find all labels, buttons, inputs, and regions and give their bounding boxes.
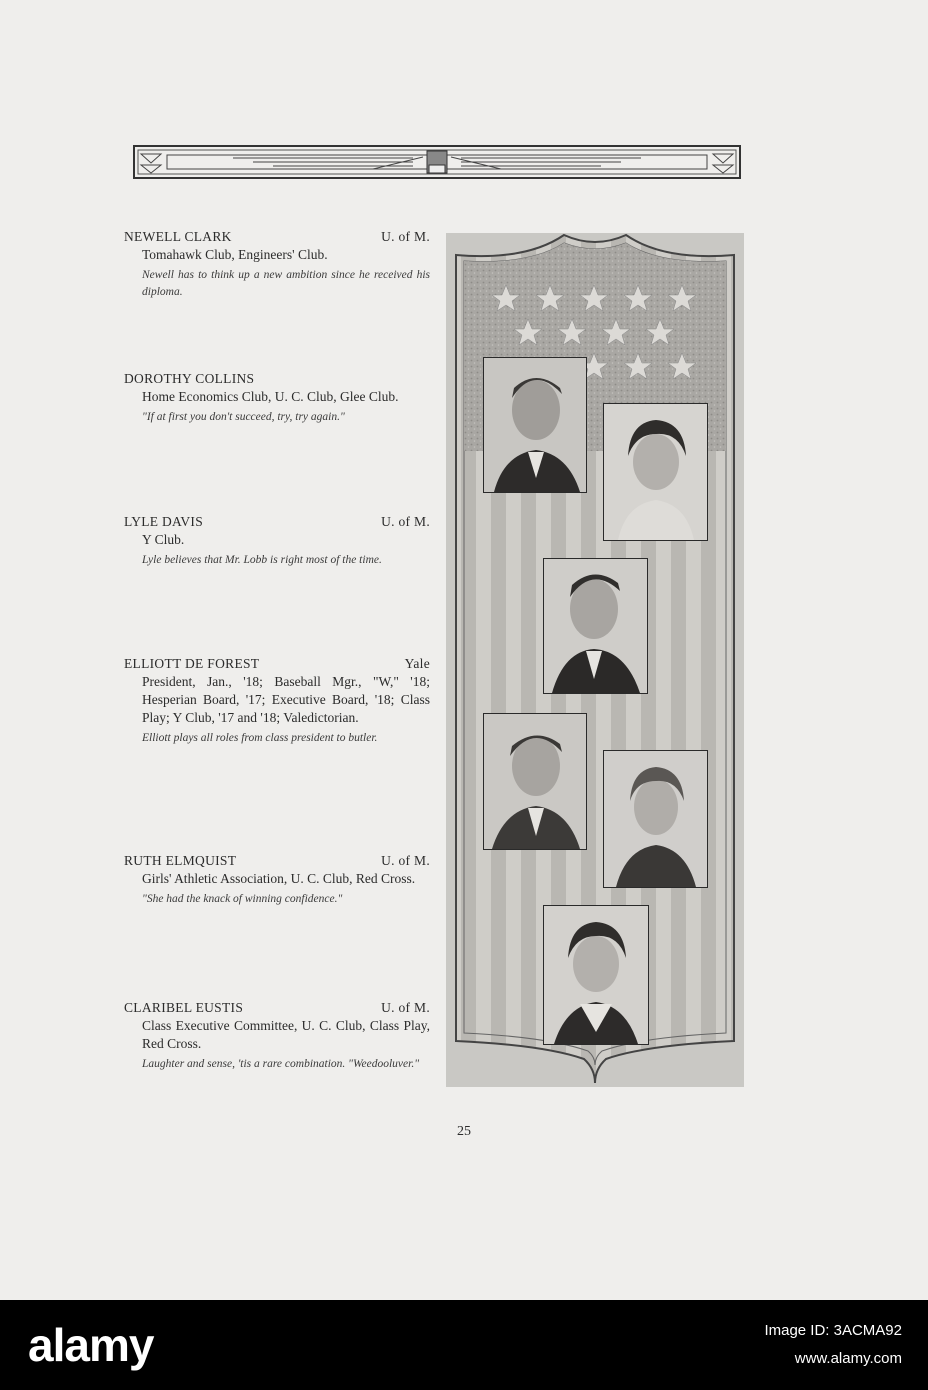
entry-quote: Newell has to think up a new ambition since he received his diploma.: [142, 269, 430, 298]
entry-quote: Lyle believes that Mr. Lobb is right most of the time.: [142, 554, 382, 566]
entry-school: U. of M.: [381, 229, 430, 244]
entry-name: CLARIBEL EUSTIS: [124, 1000, 244, 1015]
entry-dorothy-collins: [124, 370, 430, 426]
portrait-shield-panel: [446, 233, 744, 1087]
entry-newell-clark: [124, 228, 430, 301]
portrait-photo: [483, 713, 587, 850]
entry-ruth-elmquist: [124, 852, 430, 908]
entry-claribel-eustis: [124, 999, 430, 1073]
entry-activities: Y Club.: [142, 532, 185, 547]
alamy-logo: alamy: [28, 1319, 154, 1371]
entry-quote: "She had the knack of winning confidence.": [142, 893, 343, 905]
image-id: Image ID: 3ACMA92: [764, 1322, 902, 1339]
entry-elliott-de-forest: [124, 655, 430, 747]
portrait-photo: [483, 357, 587, 493]
entry-school: U. of M.: [381, 853, 430, 868]
entry-name: DOROTHY COLLINS: [124, 371, 255, 386]
entry-quote: Laughter and sense, 'tis a rare combination. "Weedooluver.": [142, 1058, 420, 1070]
entry-name: RUTH ELMQUIST: [124, 853, 237, 868]
site-url: www.alamy.com: [794, 1350, 902, 1367]
entry-activities: Home Economics Club, U. C. Club, Glee Club.: [142, 389, 399, 404]
entry-activities: Tomahawk Club, Engineers' Club.: [142, 247, 328, 262]
entry-activities: Girls' Athletic Association, U. C. Club, Red Cross.: [142, 871, 416, 886]
entry-school: U. of M.: [381, 514, 430, 529]
entry-activities: Class Executive Committee, U. C. Club, Class Play, Red Cross.: [142, 1018, 430, 1051]
portrait-photo: [543, 558, 648, 694]
portrait-photo: [543, 905, 649, 1045]
entry-name: ELLIOTT DE FOREST: [124, 656, 260, 671]
entry-activities: President, Jan., '18; Baseball Mgr., "W," '18; Hesperian Board, '17; Executive Board, '18; Class Play; Y Club, '17 and '18; Valedictorian.: [142, 674, 430, 725]
decorative-header-banner: [133, 145, 741, 179]
entry-name: NEWELL CLARK: [124, 229, 232, 244]
entry-lyle-davis: [124, 513, 430, 569]
page-number: 25: [457, 1124, 471, 1139]
entry-quote: Elliott plays all roles from class president to butler.: [142, 732, 378, 744]
portrait-photo: [603, 750, 708, 888]
entry-quote: "If at first you don't succeed, try, try again.": [142, 411, 345, 423]
portrait-photo: [603, 403, 708, 541]
entry-school: U. of M.: [381, 1000, 430, 1015]
entry-name: LYLE DAVIS: [124, 514, 204, 529]
entry-school: Yale: [404, 656, 430, 671]
